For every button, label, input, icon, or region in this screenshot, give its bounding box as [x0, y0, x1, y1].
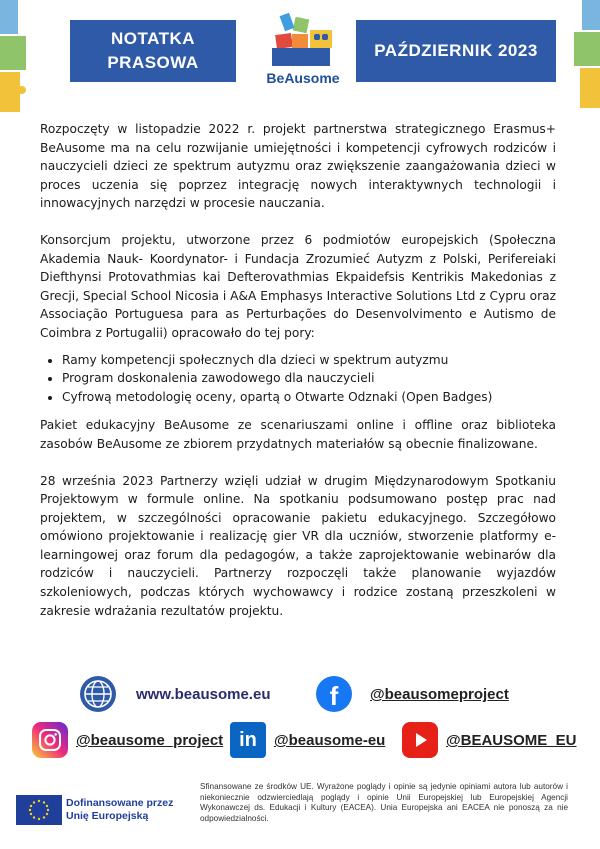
social-row-top	[0, 674, 600, 720]
press-note-line2: PRASOWA	[107, 53, 199, 72]
social-row-bottom	[0, 718, 600, 764]
press-note-banner	[70, 20, 236, 82]
list-item: • Program doskonalenia zawodowego dla nauczycieli	[62, 369, 556, 388]
facebook-link[interactable]: @beausomeproject	[370, 686, 509, 703]
globe-icon	[80, 676, 116, 712]
paragraph-intro: Rozpoczęty w listopadzie 2022 r. projekt partnerstwa strategicznego Erasmus+ BeAusome ma na celu rozwijanie umiejętności i kompetencji cyfrowych rodziców i nauczycieli dzieci ze spektrum autyzmu oraz zwiększenie zaangażowania dzieci w proces uczenia się poprzez integrację nowych interaktywnych technologii i innowacyjnych narzędzi w procesie nauczania.	[40, 122, 556, 211]
instagram-link[interactable]: @beausome_project	[76, 732, 224, 749]
eu-flag-icon	[16, 795, 62, 825]
eu-label-line1: Dofinansowane przez	[66, 797, 174, 809]
list-item: • Cyfrową metodologię oceny, opartą o Otwarte Odznaki (Open Badges)	[62, 388, 556, 407]
paragraph-consortium: Konsorcjum projektu, utworzone przez 6 podmiotów europejskich (Społeczna Akademia Nauk- Koordynator- i Fundacja Zrozumieć Autyzm z Polski, Perifereiaki Diefthynsi Protovathmias kai Defterovathmias Ekpaidefsis Kentrikis Makedonias z Grecji, Special School Nicosia i A&A Emphasys Interactive Solutions Ltd z Cypru oraz Associação Portuguesa para as Perturbações do Desenvolvimento e Autismo de Coimbra z Portugalii) opracowało do tej pory:	[40, 232, 556, 340]
paragraph-package: Pakiet edukacyjny BeAusome ze scenariuszami online i offline oraz biblioteka zasobów BeAusome ze zbiorem przydatnych materiałów są obecnie finalizowane.	[40, 418, 556, 451]
press-release-body	[40, 120, 556, 638]
date-banner: PAŹDZIERNIK 2023	[356, 20, 556, 82]
eu-disclaimer: Sfinansowane ze środków UE. Wyrażone poglądy i opinie są jedynie opiniami autora lub autorów i niekoniecznie odzwierciedlają poglądy i opinie Unii Europejskiej lub Europejskiej Agencji Wykonawczej ds. Edukacji i Kultury (EACEA). Unia Europejska ani EACEA nie ponoszą za nie odpowiedzialności.	[200, 782, 568, 823]
facebook-icon[interactable]: f	[316, 676, 352, 712]
corner-decoration-right	[566, 0, 600, 120]
linkedin-link[interactable]: @beausome-eu	[274, 732, 386, 749]
eu-label-line2: Unię Europejską	[66, 810, 149, 822]
corner-decoration-left	[0, 0, 36, 120]
results-list	[40, 351, 556, 407]
press-note-line1: NOTATKA	[110, 29, 196, 48]
logo-wordmark: BeAusome	[266, 70, 340, 86]
list-item: • Ramy kompetencji społecznych dla dzieci w spektrum autyzmu	[62, 351, 556, 370]
paragraph-meeting: 28 września 2023 Partnerzy wzięli udział w drugim Międzynarodowym Spotkaniu Projektowym w formule online. Na spotkaniu podsumowano postęp prac nad projektem, w szczególności opracowanie pakietu edukacyjnego. Szczegółowo omówiono projektowanie i realizację gier VR dla uczniów, stworzenie platformy e-learningowej oraz forum dla pedagogów, a także zaprojektowanie webinarów dla rodziców i nauczycieli. Partnerzy rozpoczęli także planowanie wyjazdów szkoleniowych, podczas których wychowawcy i rodzice zostaną przeszkoleni w zakresie wdrażania rezultatów projektu.	[40, 473, 556, 618]
website-link[interactable]: www.beausome.eu	[136, 686, 271, 703]
youtube-link[interactable]: @BEAUSOME_EU	[446, 732, 577, 749]
eu-funding-label	[66, 797, 176, 823]
youtube-icon[interactable]	[402, 722, 438, 758]
linkedin-icon[interactable]: in	[230, 722, 266, 758]
instagram-icon[interactable]	[32, 722, 68, 758]
